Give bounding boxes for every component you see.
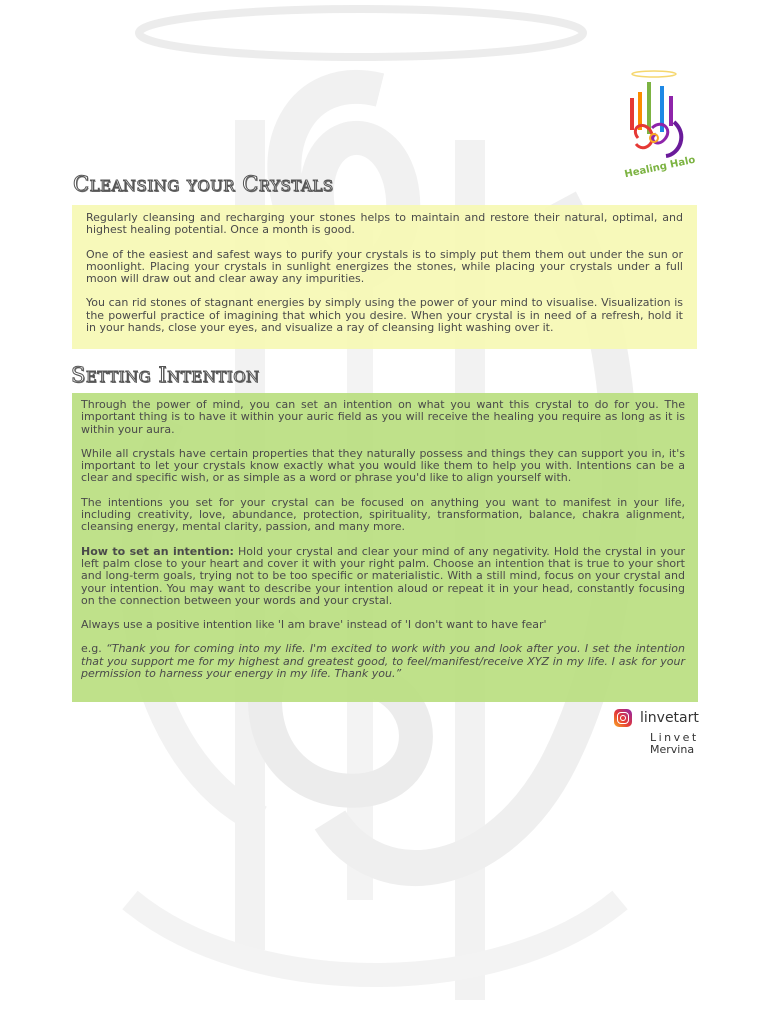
example-prefix: e.g. [81,642,107,656]
intention-paragraph-1: Through the power of mind, you can set an intention on what you want this crystal to do for you. The important thing is to have it within your auric field as you will receive the healing you require as long as it is within your aura. [81,398,685,436]
how-to-text: Hold your crystal and clear your mind of any negativity. Hold the crystal in your left palm close to your heart and cover it with your right palm. Choose an intention that is true to your short and long-term goals, trying not to be too specific or materialistic. With a still mind, focus on your crystal and your intention. You may want to describe your intention aloud or repeat it in your head, constantly focusing on the connection between your words and your crystal. [81,544,685,607]
author-first-name: Linvet [650,731,699,744]
intention-paragraph-2: While all crystals have certain properties that they naturally possess and things they can support you in, it's important to let your crystals know exactly what you would like them to help you with. Intentions can be a clear and specific wish, or as simple as a word or phrase you'd like to align yourself with. [81,446,685,485]
intention-box [72,393,698,702]
cleansing-paragraph-3: You can rid stones of stagnant energies by simply using the power of your mind to visualise. Visualization is the powerful practice of imagining that which you desire. When your crystal is in need of a refresh, hold it in your hands, close your eyes, and visualize a ray of cleansing light washing over it. [86,296,683,335]
author-last-name: Mervina [650,743,695,756]
intention-heading: Setting Intention [71,363,260,387]
positive-note: Always use a positive intention like 'I am brave' instead of 'I don't want to have fear' [81,618,547,632]
instagram-icon [614,709,632,727]
logo-text: Healing Halo [623,154,697,181]
cleansing-paragraph-1: Regularly cleansing and recharging your stones helps to maintain and restore their natural, optimal, and highest healing potential. Once a month is good. [86,211,683,237]
instagram-credit[interactable] [614,709,699,727]
how-to-label: How to set an intention: [81,544,234,558]
instagram-handle[interactable]: linvetart [640,710,699,726]
cleansing-heading: Cleansing your Crystals [73,172,334,196]
intention-paragraph-3: The intentions you set for your crystal can be focused on anything you want to manifest in your life, including creativity, love, abundance, protection, spirituality, transformation, balance, chakra alignment, cleansing energy, mental clarity, passion, and many more. [81,495,685,534]
cleansing-box [72,205,697,349]
example-paragraph [81,643,685,680]
example-quote: “Thank you for coming into my life. I'm excited to work with you and look after you. I set the intention that you support me for my highest and greatest good, to feel/manifest/receive XYZ in my life. I ask for your permission to harness your energy in my life. Thank you.” [81,642,685,681]
how-to-paragraph [81,546,685,607]
cleansing-paragraph-2: One of the easiest and safest ways to purify your crystals is to simply put them them out under the sun or moonlight. Placing your crystals in sunlight energizes the stones, while placing your crystals under a full moon will draw out and clear away any impurities. [86,247,683,286]
